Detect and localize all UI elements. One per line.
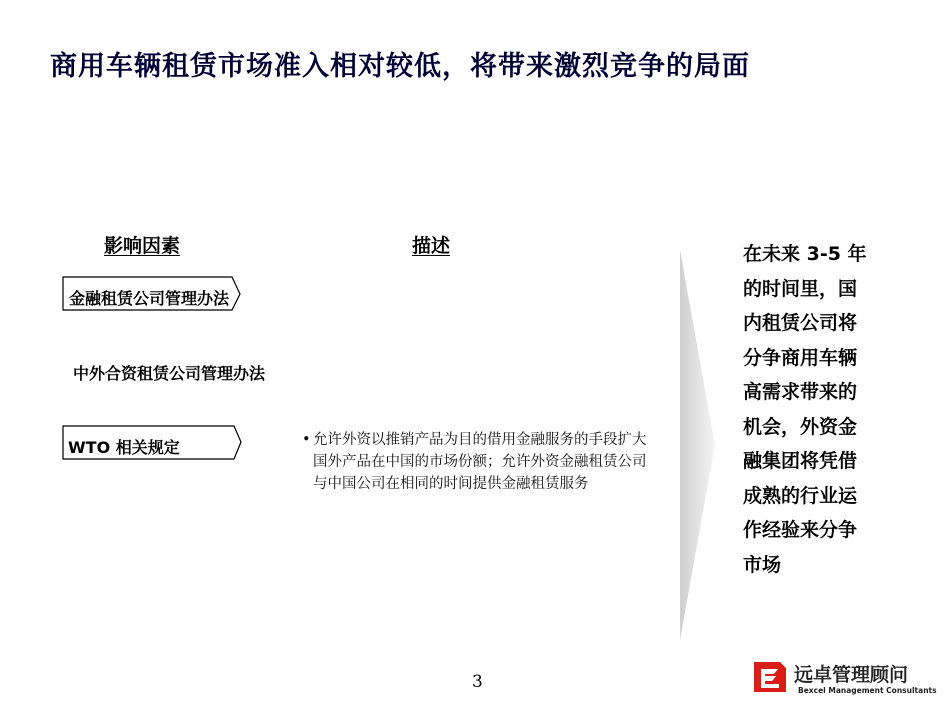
page-number: 3 [472, 672, 483, 692]
factor-column-header: 影响因素 [104, 235, 181, 257]
conclusion-text: 在未来 3-5 年的时间里，国内租赁公司将分争商用车辆高需求带来的机会，外资金融集团将凭借成熟的行业运作经验来分争市场 [743, 243, 867, 576]
chevron-arrow-icon [675, 250, 725, 645]
bullet-icon: • [302, 432, 311, 448]
logo-english-name: Bexcel Management Consultants [798, 686, 937, 695]
slide-title: 商用车辆租赁市场准入相对较低，将带来激烈竞争的局面 [50, 51, 750, 82]
description-block [304, 429, 649, 495]
factor-label-1: 金融租赁公司管理办法 [69, 289, 230, 308]
factor-label-2: 中外合资租赁公司管理办法 [73, 364, 266, 383]
description-column-header: 描述 [412, 235, 451, 257]
factor-label-3: WTO 相关规定 [68, 438, 180, 457]
logo-chinese-name: 远卓管理顾问 [794, 664, 909, 686]
description-text: 允许外资以推销产品为目的借用金融服务的手段扩大国外产品在中国的市场份额；允许外资金融租赁公司与中国公司在相同的时间提供金融租赁服务 [313, 432, 647, 492]
logo-mark-icon [752, 660, 788, 694]
company-logo [752, 660, 937, 700]
